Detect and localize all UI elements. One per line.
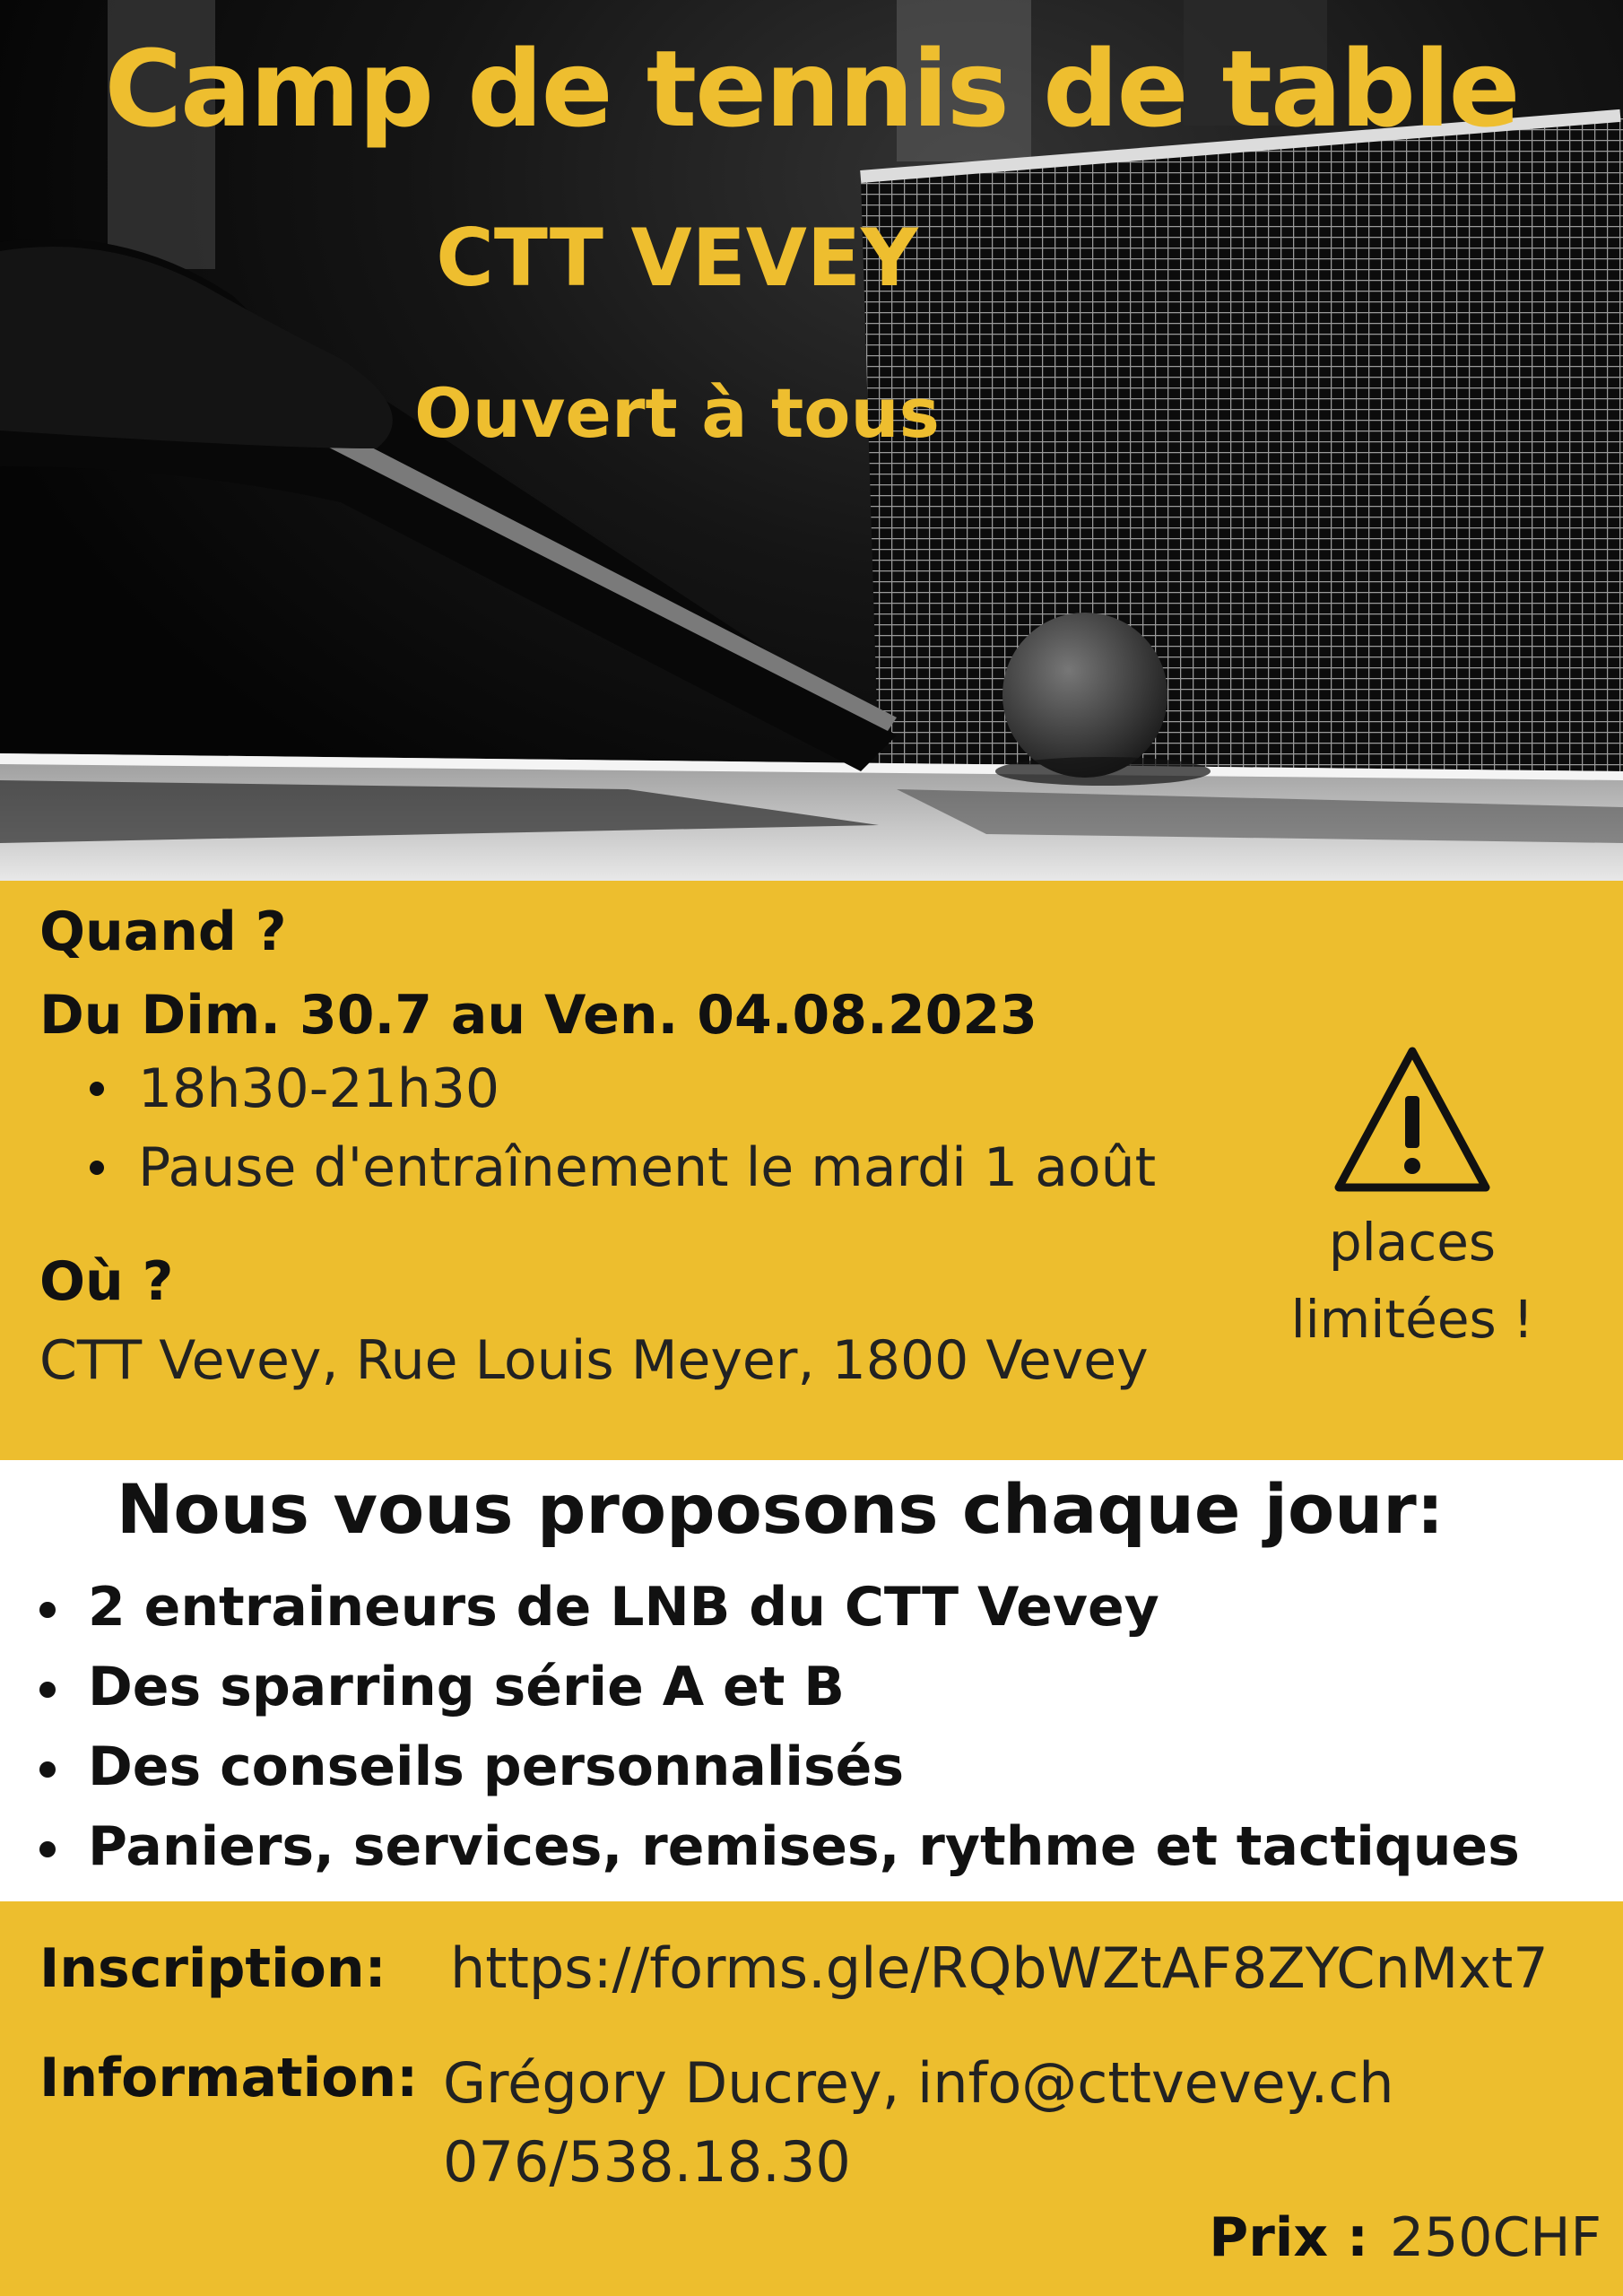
signup-link[interactable]: https://forms.gle/RQbWZtAF8ZYCnMxt7 <box>450 1935 1549 2001</box>
offer-heading: Nous vous proposons chaque jour: <box>116 1469 1445 1549</box>
warning-line-2: limitées ! <box>1290 1289 1534 1350</box>
list-item: 18h30-21h30 <box>90 1049 1156 1128</box>
phone-number[interactable]: 076/538.18.30 <box>443 2129 851 2195</box>
contact-details[interactable]: Grégory Ducrey, info@cttvevey.ch <box>443 2050 1394 2116</box>
dates: Du Dim. 30.7 au Ven. 04.08.2023 <box>39 984 1037 1047</box>
where-heading: Où ? <box>39 1250 174 1313</box>
subtitle: Ouvert à tous <box>414 373 940 453</box>
price-value: 250CHF <box>1389 2206 1601 2269</box>
price-label: Prix : <box>1209 2206 1368 2269</box>
info-section <box>0 881 1623 1460</box>
list-item: Paniers, services, remises, rythme et tactiques <box>32 1807 1520 1887</box>
when-heading: Quand ? <box>39 900 287 963</box>
page-title: Camp de tennis de table <box>104 27 1519 151</box>
list-item: Des conseils personnalisés <box>32 1727 1520 1807</box>
offer-section <box>0 1460 1623 1901</box>
club-name: CTT VEVEY <box>436 212 918 304</box>
list-item: Des sparring série A et B <box>32 1648 1520 1727</box>
schedule-list <box>90 1049 1156 1207</box>
warning-line-1: places <box>1328 1212 1497 1273</box>
price <box>1209 2206 1601 2269</box>
warning-triangle-icon <box>1332 1042 1493 1200</box>
address: CTT Vevey, Rue Louis Meyer, 1800 Vevey <box>39 1329 1149 1392</box>
signup-label: Inscription: <box>39 1937 386 2000</box>
hero-photo-section <box>0 0 1623 881</box>
offer-list <box>32 1568 1520 1887</box>
list-item: Pause d'entraînement le mardi 1 août <box>90 1128 1156 1207</box>
contact-section <box>0 1901 1623 2296</box>
list-item: 2 entraineurs de LNB du CTT Vevey <box>32 1568 1520 1648</box>
limited-places-notice <box>1282 1042 1542 1358</box>
information-label: Information: <box>39 2047 419 2109</box>
